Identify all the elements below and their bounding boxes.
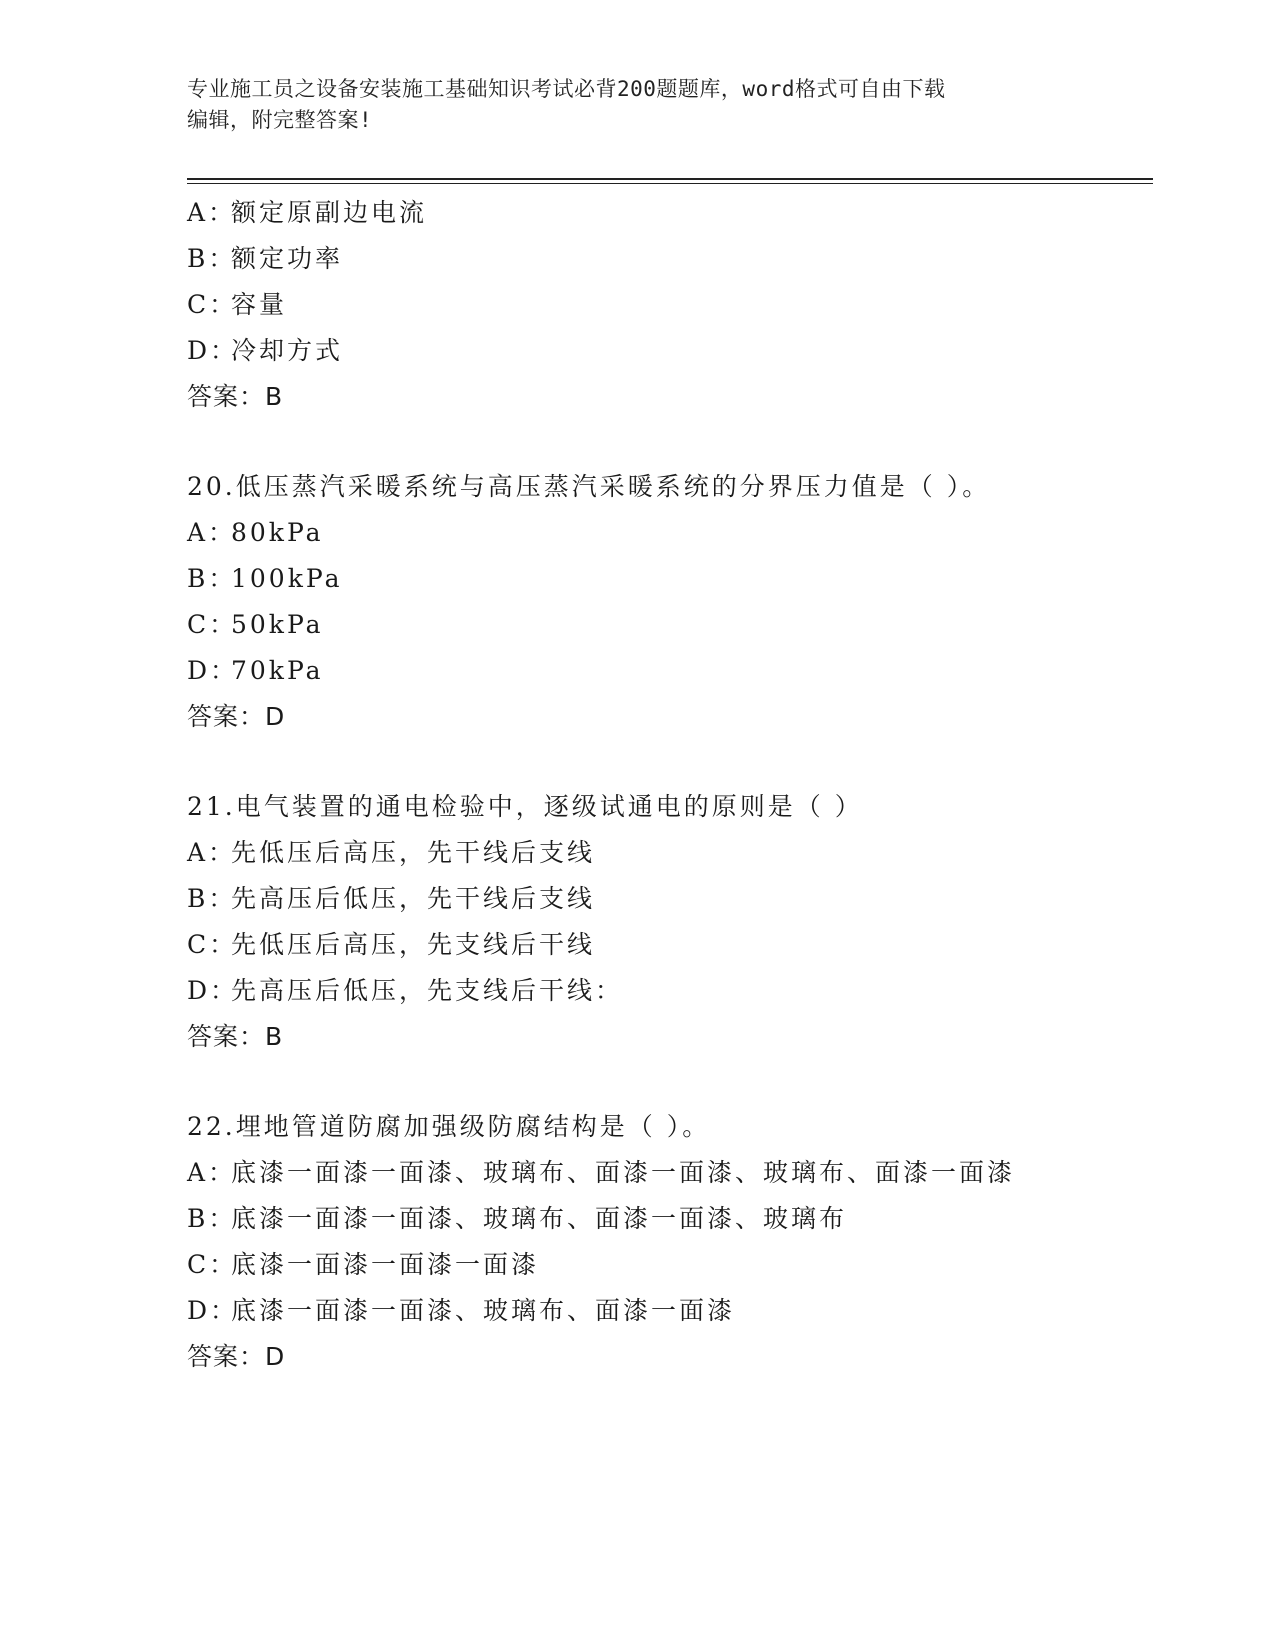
header-title-line-1: 专业施工员之设备安装施工基础知识考试必背200题题库，word格式可自由下载: [187, 77, 946, 101]
option-b: B：先高压后低压，先干线后支线: [187, 884, 596, 913]
option-a: A：先低压后高压，先干线后支线: [187, 838, 596, 867]
answer-line: 答案：D: [187, 702, 286, 731]
header-title-line-2: 编辑，附完整答案!: [187, 108, 373, 132]
question-20: [187, 464, 1153, 740]
option-a: A：额定原副边电流: [187, 198, 428, 227]
answer-line: 答案：D: [187, 1342, 286, 1371]
answer-line: 答案：B: [187, 382, 284, 411]
question-19-continued: [187, 190, 1153, 420]
question-stem: 21.电气装置的通电检验中，逐级试通电的原则是（ ）: [187, 792, 863, 821]
option-a: A：80kPa: [187, 518, 324, 547]
answer-line: 答案：B: [187, 1022, 284, 1051]
option-d: D：底漆一面漆一面漆、玻璃布、面漆一面漆: [187, 1296, 736, 1325]
page-header: [187, 74, 1087, 136]
option-b: B：额定功率: [187, 244, 344, 273]
option-c: C：底漆一面漆一面漆一面漆: [187, 1250, 540, 1279]
question-stem: 20.低压蒸汽采暖系统与高压蒸汽采暖系统的分界压力值是（ ）。: [187, 472, 991, 501]
option-a: A：底漆一面漆一面漆、玻璃布、面漆一面漆、玻璃布、面漆一面漆: [187, 1158, 1016, 1187]
question-content: [187, 190, 1153, 1380]
question-21: [187, 784, 1153, 1060]
option-b: B：底漆一面漆一面漆、玻璃布、面漆一面漆、玻璃布: [187, 1204, 848, 1233]
option-d: D：冷却方式: [187, 336, 344, 365]
option-c: C：50kPa: [187, 610, 324, 639]
option-c: C：先低压后高压，先支线后干线: [187, 930, 596, 959]
header-divider: [187, 178, 1153, 184]
option-d: D：70kPa: [187, 656, 324, 685]
option-b: B：100kPa: [187, 564, 343, 593]
option-d: D：先高压后低压，先支线后干线：: [187, 976, 624, 1005]
question-22: [187, 1104, 1153, 1380]
option-c: C：容量: [187, 290, 288, 319]
question-stem: 22.埋地管道防腐加强级防腐结构是（ ）。: [187, 1112, 711, 1141]
